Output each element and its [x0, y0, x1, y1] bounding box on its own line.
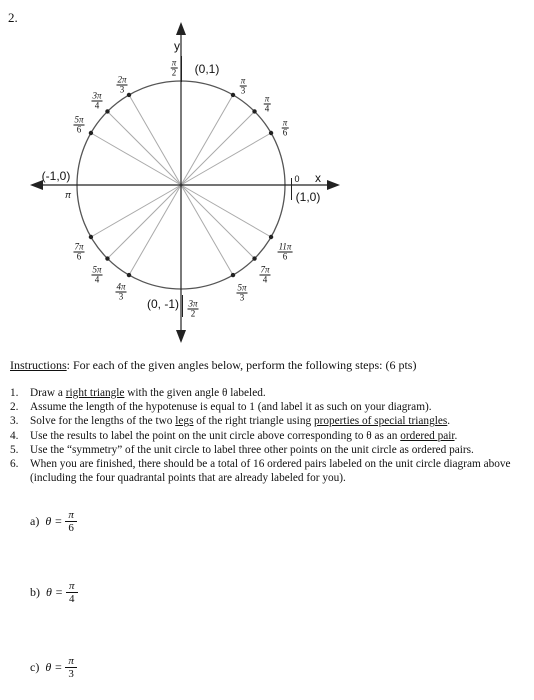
angle-label-pi-over-4: $\frac{\pi}{4}$ [264, 93, 270, 114]
spoke-210 [91, 185, 181, 237]
angle-label-7pi-over-6: $\frac{7\pi}{6}$ [74, 241, 84, 262]
spoke-60 [181, 95, 233, 185]
point-bottom-label: (0, -1) [146, 297, 180, 311]
bottom-label-separator [182, 295, 183, 317]
step-item: 4. Use the results to label the point on the unit circle above corresponding to θ as an ordered pair. [10, 429, 458, 442]
y-axis-bottom-arrow [176, 330, 186, 343]
point-135 [105, 109, 109, 113]
point-240 [127, 273, 131, 277]
top-label-separator [181, 56, 182, 82]
point-315 [252, 256, 256, 260]
angle-label-pi-over-6: $\frac{\pi}{6}$ [282, 117, 288, 138]
angle-label-3pi-over-2: $\frac{3\pi}{2}$ [188, 298, 198, 319]
y-axis-label: y [174, 39, 180, 53]
part-c: c) θ = $\frac{\pi}{3}$ [30, 655, 77, 680]
pi-label: π [64, 190, 72, 200]
instructions [10, 358, 416, 373]
point-30 [269, 131, 273, 135]
steps-list [10, 386, 525, 485]
point-45 [252, 109, 256, 113]
point-330 [269, 235, 273, 239]
step-item: 2. Assume the length of the hypotenuse is equal to 1 (and label it as such on your diagram). [10, 401, 432, 414]
spoke-45 [181, 111, 255, 185]
step-item: 3. Solve for the lengths of the two legs of the right triangle using properties of special triangles. [10, 415, 451, 428]
spoke-225 [107, 185, 181, 259]
x-axis-right-arrow [327, 180, 340, 190]
spoke-330 [181, 185, 271, 237]
angle-label-11pi-over-6: $\frac{11\pi}{6}$ [278, 241, 292, 262]
part-b-fraction: $\frac{\pi}{4}$ [66, 580, 78, 605]
angle-label-5pi-over-6: $\frac{5\pi}{6}$ [74, 114, 84, 135]
part-b: b) θ = $\frac{\pi}{4}$ [30, 580, 78, 605]
part-a-fraction: $\frac{\pi}{6}$ [65, 509, 77, 534]
angle-label-pi-over-2: $\frac{\pi}{2}$ [171, 57, 177, 78]
instructions-heading: Instructions [10, 358, 67, 372]
origin-zero-label: 0 [294, 174, 300, 184]
spoke-30 [181, 133, 271, 185]
point-210 [89, 235, 93, 239]
spoke-240 [129, 185, 181, 275]
y-axis-top-arrow [176, 22, 186, 35]
spoke-135 [107, 111, 181, 185]
step-item: 5. Use the “symmetry” of the unit circle to label three other points on the unit circle as ordered pairs. [10, 443, 474, 456]
point-right-label: (1,0) [295, 190, 321, 204]
point-300 [231, 273, 235, 277]
part-a: a) θ = $\frac{\pi}{6}$ [30, 509, 77, 534]
problem-number: 2. [8, 10, 18, 25]
point-60 [231, 93, 235, 97]
angle-label-4pi-over-3: $\frac{4\pi}{3}$ [116, 281, 126, 302]
point-150 [89, 131, 93, 135]
instructions-text: : For each of the given angles below, perform the following steps: (6 pts) [66, 358, 417, 372]
angle-label-7pi-over-4: $\frac{7\pi}{4}$ [260, 264, 270, 285]
part-c-fraction: $\frac{\pi}{3}$ [65, 655, 77, 680]
spoke-150 [91, 133, 181, 185]
spoke-120 [129, 95, 181, 185]
angle-label-3pi-over-4: $\frac{3\pi}{4}$ [92, 90, 102, 111]
angle-label-2pi-over-3: $\frac{2\pi}{3}$ [117, 74, 127, 95]
angle-label-5pi-over-3: $\frac{5\pi}{3}$ [237, 282, 247, 303]
point-225 [105, 256, 109, 260]
step-item: 6. When you are finished, there should be a total of 16 ordered pairs labeled on the unit circle diagram above (including the four quadrantal points that are already labeled for you). [10, 458, 511, 485]
spoke-300 [181, 185, 233, 275]
angle-label-pi-over-3: $\frac{\pi}{3}$ [240, 75, 246, 96]
angle-label-5pi-over-4: $\frac{5\pi}{4}$ [92, 264, 102, 285]
step-item: 1. Draw a right triangle with the given angle θ labeled. [10, 387, 266, 399]
point-top-label: (0,1) [194, 62, 220, 76]
point-left-label: (-1,0) [41, 169, 71, 183]
right-label-separator [291, 178, 292, 200]
spoke-315 [181, 185, 255, 259]
x-axis-label: x [315, 171, 321, 185]
